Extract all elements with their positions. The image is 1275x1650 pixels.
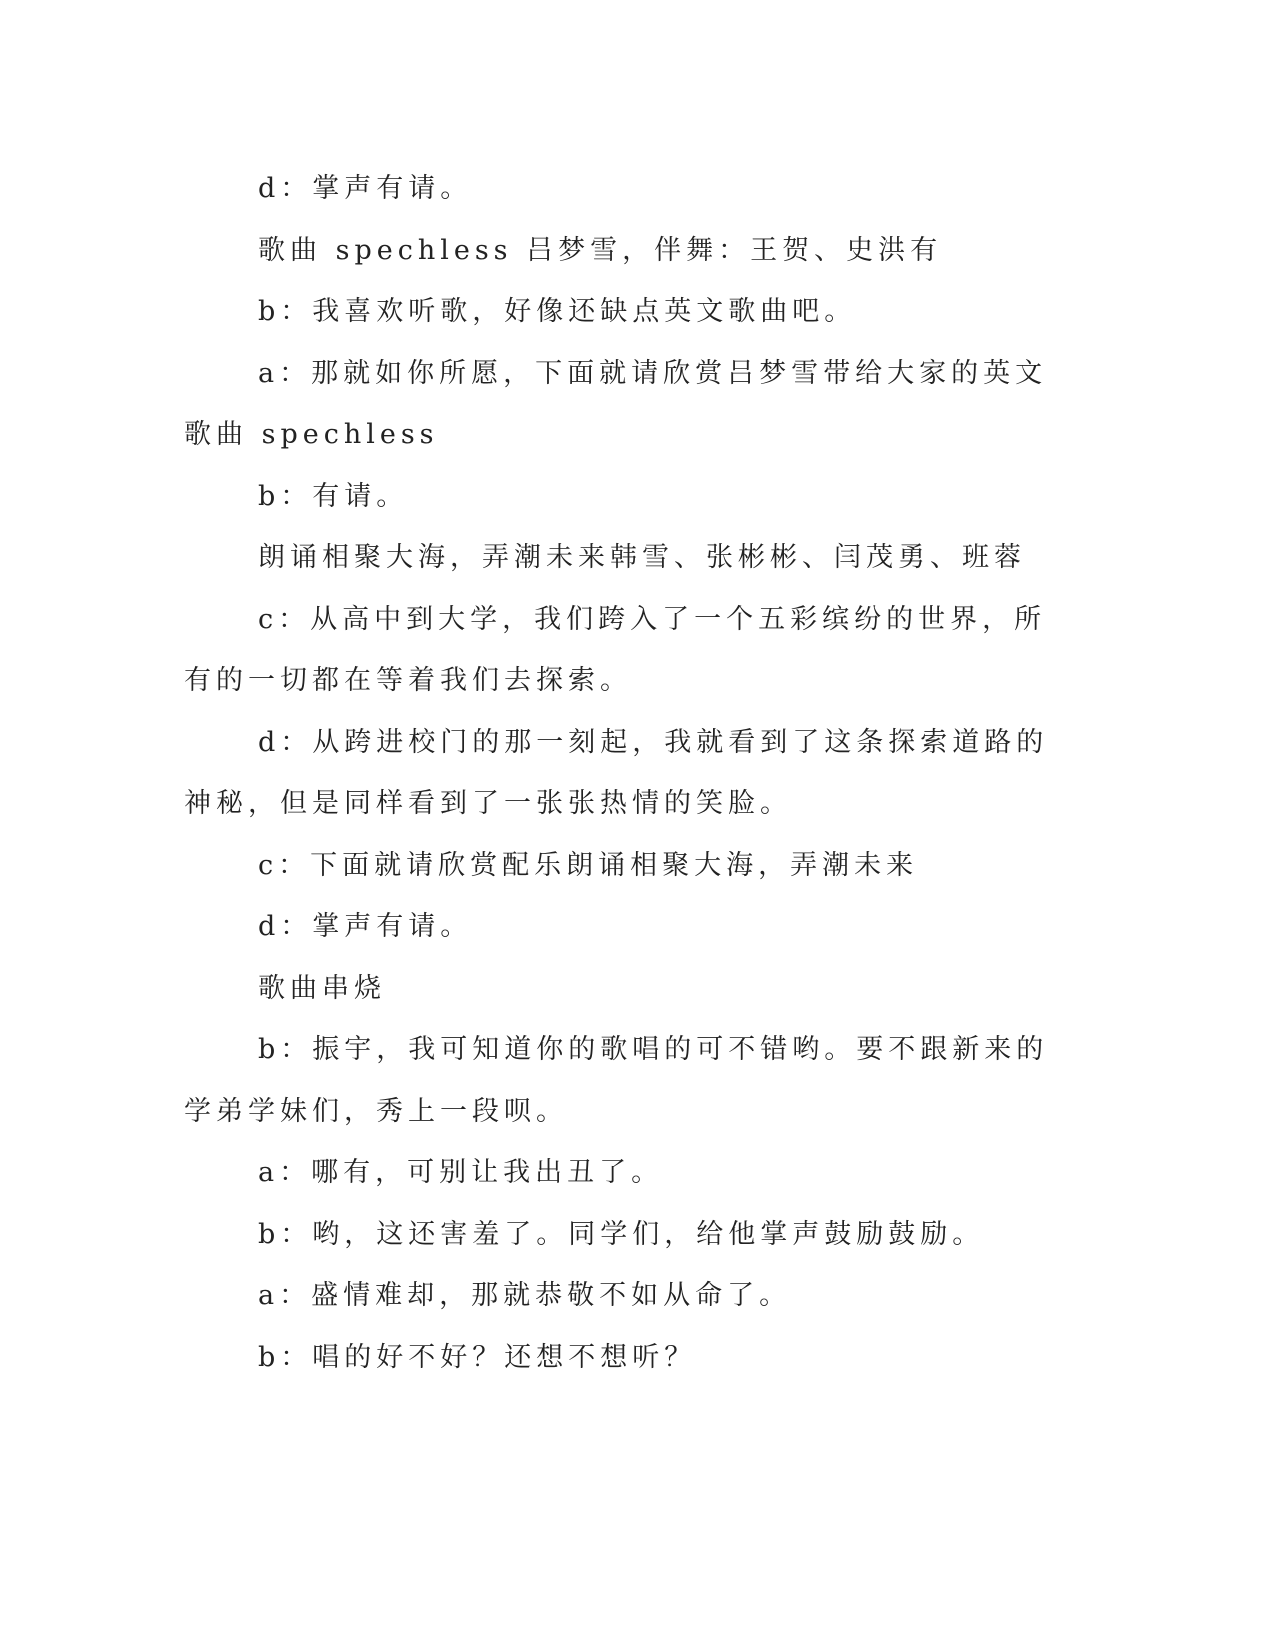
program-item: 歌曲 spechless 吕梦雪，伴舞：王贺、史洪有 bbox=[258, 234, 943, 266]
dialogue-line: a：那就如你所愿，下面就请欣赏吕梦雪带给大家的英文歌曲 spechless bbox=[184, 357, 1048, 450]
dialogue-line: b：振宇，我可知道你的歌唱的可不错哟。要不跟新来的学弟学妹们，秀上一段呗。 bbox=[184, 1034, 1049, 1127]
dialogue-line: b：我喜欢听歌，好像还缺点英文歌曲吧。 bbox=[258, 296, 857, 327]
program-item: 朗诵相聚大海，弄潮未来韩雪、张彬彬、闫茂勇、班蓉 bbox=[258, 542, 1026, 573]
document-body bbox=[184, 158, 1054, 1388]
dialogue-line: a：哪有，可别让我出丑了。 bbox=[258, 1157, 664, 1188]
dialogue-line: d：掌声有请。 bbox=[258, 911, 473, 942]
program-item: 歌曲串烧 bbox=[258, 972, 386, 1004]
dialogue-line: a：盛情难却，那就恭敬不如从命了。 bbox=[258, 1280, 792, 1311]
dialogue-line: d：从跨进校门的那一刻起，我就看到了这条探索道路的神秘，但是同样看到了一张张热情的笑脸。 bbox=[184, 726, 1049, 819]
dialogue-line: b：哟，这还害羞了。同学们，给他掌声鼓励鼓励。 bbox=[258, 1218, 985, 1250]
dialogue-line: d：掌声有请。 bbox=[258, 173, 473, 204]
dialogue-line: b：有请。 bbox=[258, 480, 409, 512]
dialogue-line: b：唱的好不好？还想不想听？ bbox=[258, 1341, 697, 1373]
dialogue-line: c：下面就请欣赏配乐朗诵相聚大海，弄潮未来 bbox=[258, 849, 919, 881]
dialogue-line: c：从高中到大学，我们跨入了一个五彩缤纷的世界，所有的一切都在等着我们去探索。 bbox=[184, 603, 1047, 696]
